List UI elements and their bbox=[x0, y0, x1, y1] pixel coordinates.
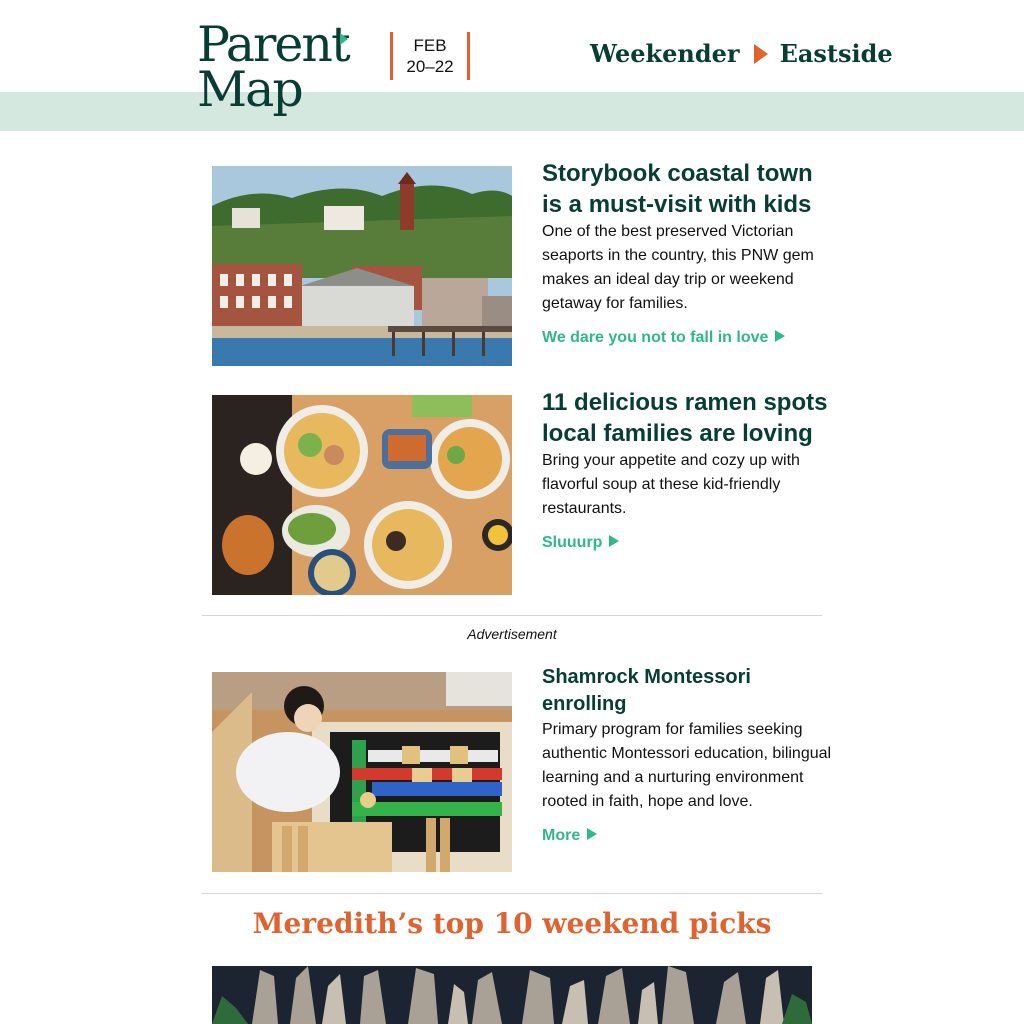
article-link-label: Sluuurp bbox=[542, 534, 603, 551]
article-title[interactable]: Storybook coastal town is a must-visit with kids bbox=[542, 160, 813, 218]
coastal-town-image[interactable] bbox=[212, 166, 512, 366]
article-title[interactable]: 11 delicious ramen spots local families are loving bbox=[542, 389, 828, 447]
article-text bbox=[542, 158, 832, 350]
issue-month: FEB bbox=[413, 36, 447, 55]
ad-card bbox=[212, 664, 832, 874]
breadcrumb-arrow-icon bbox=[754, 44, 768, 64]
issue-date bbox=[390, 32, 470, 80]
ad-text bbox=[542, 664, 832, 848]
logo-line-1: Parent bbox=[197, 16, 349, 73]
article-description: One of the best preserved Victorian seaports in the country, this PNW gem makes an ideal day trip or weekend getaway for families. bbox=[542, 223, 814, 312]
ramen-image[interactable] bbox=[212, 395, 512, 595]
article-card bbox=[212, 387, 828, 597]
parentmap-logo[interactable] bbox=[197, 14, 357, 120]
breadcrumb-region: Eastside bbox=[779, 39, 893, 68]
weekend-picks-image[interactable] bbox=[212, 966, 812, 1024]
article-description: Bring your appetite and cozy up with flavorful soup at these kid-friendly restaurants. bbox=[542, 452, 800, 517]
ad-more-link[interactable] bbox=[542, 824, 597, 848]
divider bbox=[202, 615, 822, 616]
play-arrow-icon bbox=[775, 330, 785, 342]
play-arrow-icon bbox=[587, 828, 597, 840]
play-arrow-icon bbox=[609, 535, 619, 547]
article-link-label: We dare you not to fall in love bbox=[542, 329, 769, 346]
issue-date-range: 20–22 bbox=[406, 57, 454, 76]
weekend-picks-heading: Meredith’s top 10 weekend picks bbox=[252, 907, 772, 940]
article-read-more-link[interactable] bbox=[542, 326, 785, 350]
logo-line-2: Map bbox=[197, 61, 302, 118]
montessori-image[interactable] bbox=[212, 672, 512, 872]
breadcrumb bbox=[590, 40, 893, 68]
divider bbox=[202, 893, 822, 894]
article-read-more-link[interactable] bbox=[542, 531, 619, 555]
advertisement-label: Advertisement bbox=[467, 626, 557, 642]
newsletter-header bbox=[0, 0, 1024, 131]
ad-link-label: More bbox=[542, 827, 581, 844]
breadcrumb-edition: Weekender bbox=[590, 39, 740, 68]
ad-description: Primary program for families seeking authentic Montessori education, bilingual learning and a nurturing environment rooted in faith, hope and love. bbox=[542, 721, 832, 810]
article-card bbox=[212, 158, 824, 368]
logo-flag-icon bbox=[340, 33, 348, 45]
ad-title[interactable]: Shamrock Montessori enrolling bbox=[542, 666, 751, 715]
article-text bbox=[542, 387, 832, 555]
